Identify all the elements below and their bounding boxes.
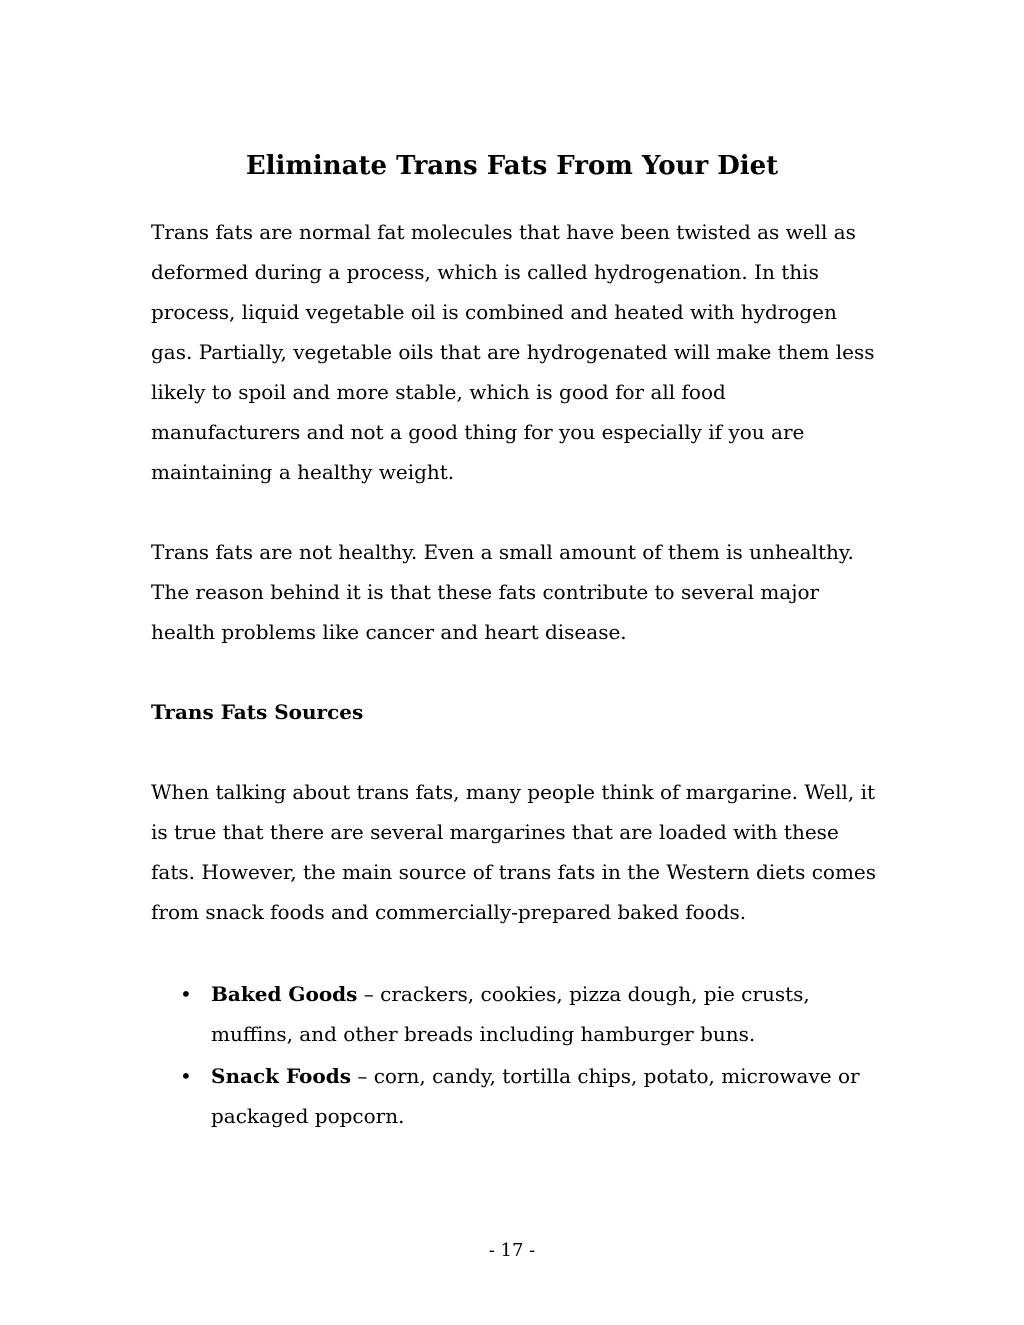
paragraph-sources: When talking about trans fats, many people think of margarine. Well, it is true that there are several margarines that are loaded with these fats. However, the main source of trans fats in the Western diets comes from snack foods and commercially-prepared baked foods.: [151, 780, 877, 924]
list-item-text: – corn, candy, tortilla chips, potato, microwave or packaged popcorn.: [211, 1064, 860, 1128]
paragraph-spacer: [151, 652, 881, 692]
list-item-text: – crackers, cookies, pizza dough, pie crusts, muffins, and other breads including hamburger buns.: [211, 982, 810, 1046]
document-body: [151, 212, 881, 1138]
section-heading: Trans Fats Sources: [151, 700, 364, 724]
list-item: [151, 974, 881, 1054]
list-item-term: Baked Goods: [211, 982, 358, 1006]
paragraph-spacer: [151, 492, 881, 532]
bullet-icon: •: [180, 1064, 192, 1088]
paragraph-hydrogenation: Trans fats are normal fat molecules that have been twisted as well as deformed during a process, which is called hydrogenation. In this process, liquid vegetable oil is combined and heated with hydrogen gas. Partially, vegetable oils that are hydrogenated will make them less likely to spoil and more stable, which is good for all food manufacturers and not a good thing for you especially if you are maintaining a healthy weight.: [151, 220, 875, 484]
paragraph-spacer: [151, 732, 881, 772]
list-item: [151, 1056, 881, 1136]
sources-list: [151, 974, 881, 1136]
bullet-icon: •: [180, 982, 192, 1006]
paragraph-health: Trans fats are not healthy. Even a small amount of them is unhealthy. The reason behind it is that these fats contribute to several major health problems like cancer and heart disease.: [151, 540, 854, 644]
page-title: Eliminate Trans Fats From Your Diet: [245, 151, 779, 181]
page-number: - 17 -: [488, 1240, 536, 1261]
list-item-term: Snack Foods: [211, 1064, 351, 1088]
